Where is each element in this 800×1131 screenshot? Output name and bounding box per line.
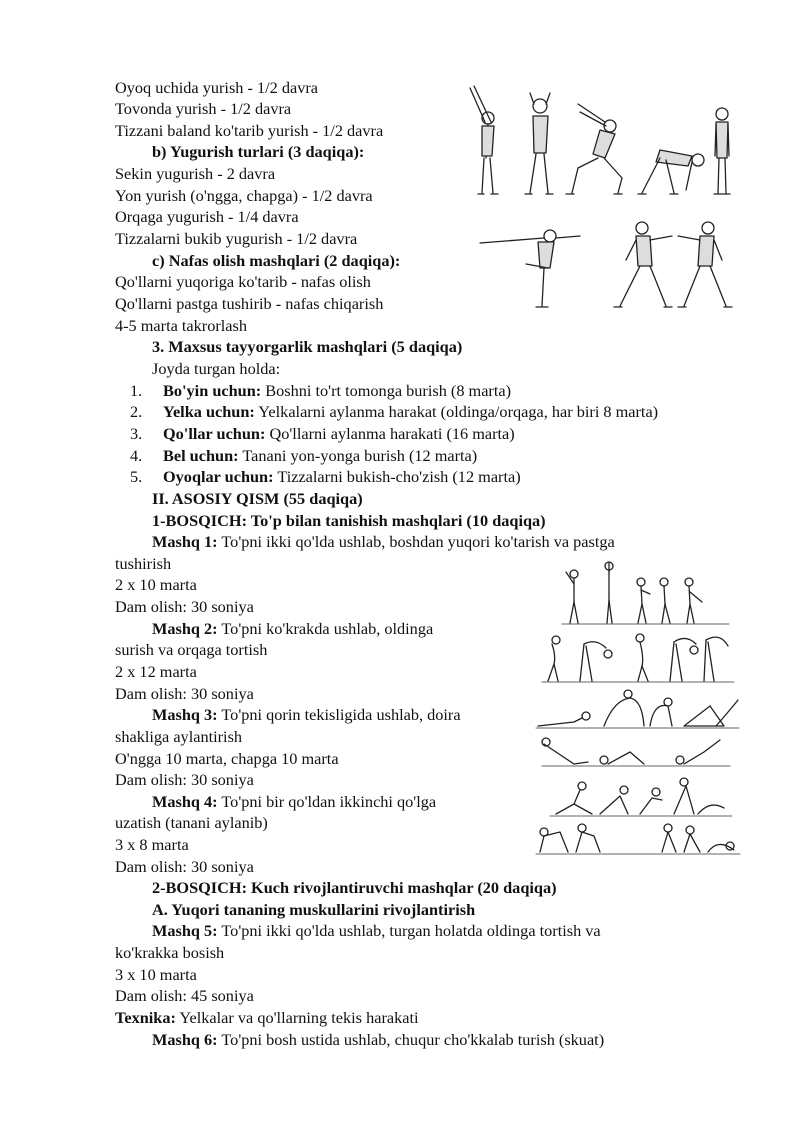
section-heading: 2-BOSQICH: Kuch rivojlantiruvchi mashqlar (20 daqiqa): [152, 878, 557, 897]
list-item: 5. Oyoqlar uchun: Tizzalarni bukish-cho'zish (12 marta): [130, 467, 521, 486]
row-bending: [542, 634, 734, 682]
row-standing: [562, 562, 729, 624]
text-line: Tizzani baland ko'tarib yurish - 1/2 davra: [115, 121, 384, 140]
exercise-line: Mashq 6: To'pni bosh ustida ushlab, chuqur cho'kkalab turish (skuat): [152, 1030, 605, 1049]
text-line: 3 x 10 marta: [115, 965, 197, 984]
section-heading: 1-BOSQICH: To'p bilan tanishish mashqlari (10 daqiqa): [152, 511, 546, 530]
figure-pair: [614, 222, 732, 307]
section-heading: A. Yuqori tananing muskullarini rivojlantirish: [152, 900, 476, 919]
text-line: shakliga aylantirish: [115, 727, 243, 746]
section-heading: 3. Maxsus tayyorgarlik mashqlari (5 daqiqa): [152, 337, 463, 356]
text-line: uzatish (tanani aylanib): [115, 813, 268, 832]
technique-line: Texnika: Yelkalar va qo'llarning tekis harakati: [115, 1008, 419, 1027]
text-line: 3 x 8 marta: [115, 835, 189, 854]
row-kneeling: [550, 778, 732, 816]
row-floor-stretch: [536, 690, 739, 728]
row-lying: [542, 738, 730, 766]
text-line: tushirish: [115, 554, 172, 573]
text-line: Yon yurish (o'ngga, chapga) - 1/2 davra: [115, 186, 373, 205]
section-heading: II. ASOSIY QISM (55 daqiqa): [152, 489, 363, 508]
figure-bend: [638, 150, 704, 194]
list-item: 4. Bel uchun: Tanani yon-yonga burish (12 marta): [130, 446, 478, 465]
text-line: 2 x 12 marta: [115, 662, 197, 681]
text-line: Dam olish: 45 soniya: [115, 986, 254, 1005]
text-line: Orqaga yugurish - 1/4 davra: [115, 207, 299, 226]
subsection-heading: c) Nafas olish mashqlari (2 daqiqa):: [152, 251, 401, 270]
text-line: Qo'llarni yuqoriga ko'tarib - nafas olish: [115, 272, 371, 291]
row-crouching: [536, 824, 740, 854]
text-line: O'ngga 10 marta, chapga 10 marta: [115, 749, 339, 768]
text-line: Dam olish: 30 soniya: [115, 857, 254, 876]
list-item: 2. Yelka uchun: Yelkalarni aylanma harakat (oldinga/orqaga, har biri 8 marta): [130, 402, 659, 421]
text-line: Tizzalarni bukib yugurish - 1/2 davra: [115, 229, 358, 248]
text-line: Joyda turgan holda:: [152, 359, 281, 378]
text-line: Dam olish: 30 soniya: [115, 770, 254, 789]
warmup-figures-illustration: [460, 78, 740, 310]
exercise-line: Mashq 1: To'pni ikki qo'lda ushlab, boshdan yuqori ko'tarish va pastga: [152, 532, 615, 551]
text-line: Oyoq uchida yurish - 1/2 davra: [115, 78, 319, 97]
text-line: Tovonda yurish - 1/2 davra: [115, 99, 292, 118]
text-line: ko'krakka bosish: [115, 943, 225, 962]
exercise-line: Mashq 2: To'pni ko'krakda ushlab, oldinga: [152, 619, 434, 638]
text-line: Dam olish: 30 soniya: [115, 597, 254, 616]
subsection-heading: b) Yugurish turlari (3 daqiqa):: [152, 142, 365, 161]
text-line: Qo'llarni pastga tushirib - nafas chiqarish: [115, 294, 384, 313]
text-line: 2 x 10 marta: [115, 575, 197, 594]
exercise-line: Mashq 3: To'pni qorin tekisligida ushlab, doira: [152, 705, 461, 724]
figure-balance: [480, 230, 580, 307]
text-line: 4-5 marta takrorlash: [115, 316, 248, 335]
figure-arms-up: [470, 86, 498, 194]
exercise-line: Mashq 5: To'pni ikki qo'lda ushlab, turgan holatda oldinga tortish va: [152, 921, 601, 940]
text-line: Dam olish: 30 soniya: [115, 684, 254, 703]
list-item: 3. Qo'llar uchun: Qo'llarni aylanma harakati (16 marta): [130, 424, 515, 443]
text-line: Sekin yugurish - 2 davra: [115, 164, 276, 183]
list-item: 1. Bo'yin uchun: Boshni to'rt tomonga burish (8 marta): [130, 381, 512, 400]
figure-lunge: [566, 104, 622, 194]
exercise-line: Mashq 4: To'pni bir qo'ldan ikkinchi qo'lga: [152, 792, 437, 811]
figure-standing: [714, 108, 730, 194]
ball-exercises-illustration: [534, 560, 744, 860]
text-line: surish va orqaga tortish: [115, 640, 268, 659]
figure-stretch: [525, 93, 553, 194]
